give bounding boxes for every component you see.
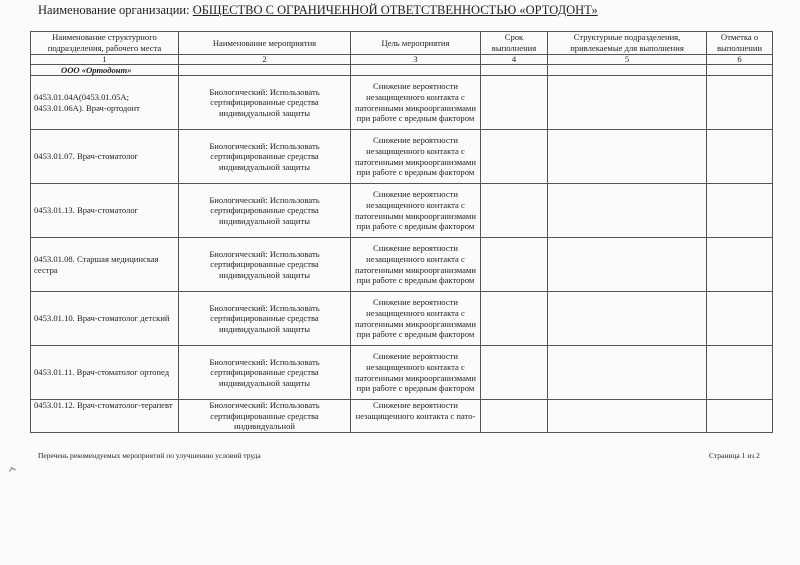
table-row	[31, 130, 773, 184]
table-row	[31, 76, 773, 130]
departments-cell	[548, 292, 707, 346]
table-row	[31, 346, 773, 400]
goal-cell: Снижение вероятности незащищенного контакта с патогенными микроорганизмами при работе с вредным фактором	[351, 184, 481, 238]
organization-line	[38, 3, 598, 18]
goal-cell: Снижение вероятности незащищенного контакта с пато-	[351, 400, 481, 433]
column-number-row	[31, 55, 773, 65]
column-number: 5	[548, 55, 707, 65]
measure-cell: Биологический: Использовать сертифицированные средства индивидуальной защиты	[179, 184, 351, 238]
completion-mark-cell	[707, 76, 773, 130]
measures-table	[30, 31, 773, 433]
scan-artifact	[9, 467, 16, 474]
column-number: 6	[707, 55, 773, 65]
unit-cell: 0453.01.08. Старшая медицинская сестра	[31, 238, 179, 292]
completion-mark-cell	[707, 346, 773, 400]
table-row	[31, 184, 773, 238]
goal-cell: Снижение вероятности незащищенного контакта с патогенными микроорганизмами при работе с вредным фактором	[351, 292, 481, 346]
departments-cell	[548, 346, 707, 400]
column-header-departments: Структурные подразделения, привлекаемые для выполнения	[548, 32, 707, 55]
deadline-cell	[481, 346, 548, 400]
organization-name: ОБЩЕСТВО С ОГРАНИЧЕННОЙ ОТВЕТСТВЕННОСТЬЮ «ОРТОДОНТ»	[192, 3, 598, 17]
table-row	[31, 238, 773, 292]
completion-mark-cell	[707, 184, 773, 238]
unit-cell: 0453.01.12. Врач-стоматолог-терапевт	[31, 400, 179, 433]
organization-label: Наименование организации:	[38, 3, 190, 17]
departments-cell	[548, 76, 707, 130]
column-header-deadline: Срок выполнения	[481, 32, 548, 55]
unit-cell: 0453.01.13. Врач-стоматолог	[31, 184, 179, 238]
departments-cell	[548, 184, 707, 238]
empty-cell	[481, 65, 548, 76]
column-number: 4	[481, 55, 548, 65]
measure-cell: Биологический: Использовать сертифицированные средства индивидуальной защиты	[179, 130, 351, 184]
measure-cell: Биологический: Использовать сертифицированные средства индивидуальной защиты	[179, 76, 351, 130]
organization-row	[31, 65, 773, 76]
deadline-cell	[481, 400, 548, 433]
column-header-measure: Наименование мероприятия	[179, 32, 351, 55]
measure-cell: Биологический: Использовать сертифицированные средства индивидуальной защиты	[179, 346, 351, 400]
empty-cell	[179, 65, 351, 76]
deadline-cell	[481, 130, 548, 184]
completion-mark-cell	[707, 292, 773, 346]
unit-cell: 0453.01.10. Врач-стоматолог детский	[31, 292, 179, 346]
measure-cell: Биологический: Использовать сертифицированные средства индивидуальной защиты	[179, 238, 351, 292]
goal-cell: Снижение вероятности незащищенного контакта с патогенными микроорганизмами при работе с вредным фактором	[351, 238, 481, 292]
unit-cell: 0453.01.04А(0453.01.05А; 0453.01.06А). Врач-ортодонт	[31, 76, 179, 130]
empty-cell	[351, 65, 481, 76]
unit-cell: 0453.01.11. Врач-стоматолог ортопед	[31, 346, 179, 400]
goal-cell: Снижение вероятности незащищенного контакта с патогенными микроорганизмами при работе с вредным фактором	[351, 346, 481, 400]
table-row	[31, 400, 773, 433]
departments-cell	[548, 130, 707, 184]
empty-cell	[707, 65, 773, 76]
deadline-cell	[481, 184, 548, 238]
deadline-cell	[481, 292, 548, 346]
column-header-completion-mark: Отметка о выполнении	[707, 32, 773, 55]
column-header-unit: Наименование структурного подразделения, рабочего места	[31, 32, 179, 55]
footer-page-info: Страница 1 из 2	[709, 451, 760, 460]
column-number: 1	[31, 55, 179, 65]
goal-cell: Снижение вероятности незащищенного контакта с патогенными микроорганизмами при работе с вредным фактором	[351, 130, 481, 184]
footer-document-title: Перечень рекомендуемых мероприятий по улучшению условий труда	[38, 451, 261, 460]
completion-mark-cell	[707, 400, 773, 433]
measure-cell: Биологический: Использовать сертифицированные средства индивидуальной защиты	[179, 292, 351, 346]
organization-title: ООО «Ортодонт»	[31, 65, 179, 76]
unit-cell: 0453.01.07. Врач-стоматолог	[31, 130, 179, 184]
table-row	[31, 292, 773, 346]
measure-cell: Биологический: Использовать сертифицированные средства индивидуальной	[179, 400, 351, 433]
empty-cell	[548, 65, 707, 76]
column-header-goal: Цель мероприятия	[351, 32, 481, 55]
deadline-cell	[481, 238, 548, 292]
departments-cell	[548, 400, 707, 433]
column-number: 2	[179, 55, 351, 65]
departments-cell	[548, 238, 707, 292]
goal-cell: Снижение вероятности незащищенного контакта с патогенными микроорганизмами при работе с вредным фактором	[351, 76, 481, 130]
completion-mark-cell	[707, 130, 773, 184]
column-number: 3	[351, 55, 481, 65]
table-header-row	[31, 32, 773, 55]
completion-mark-cell	[707, 238, 773, 292]
deadline-cell	[481, 76, 548, 130]
